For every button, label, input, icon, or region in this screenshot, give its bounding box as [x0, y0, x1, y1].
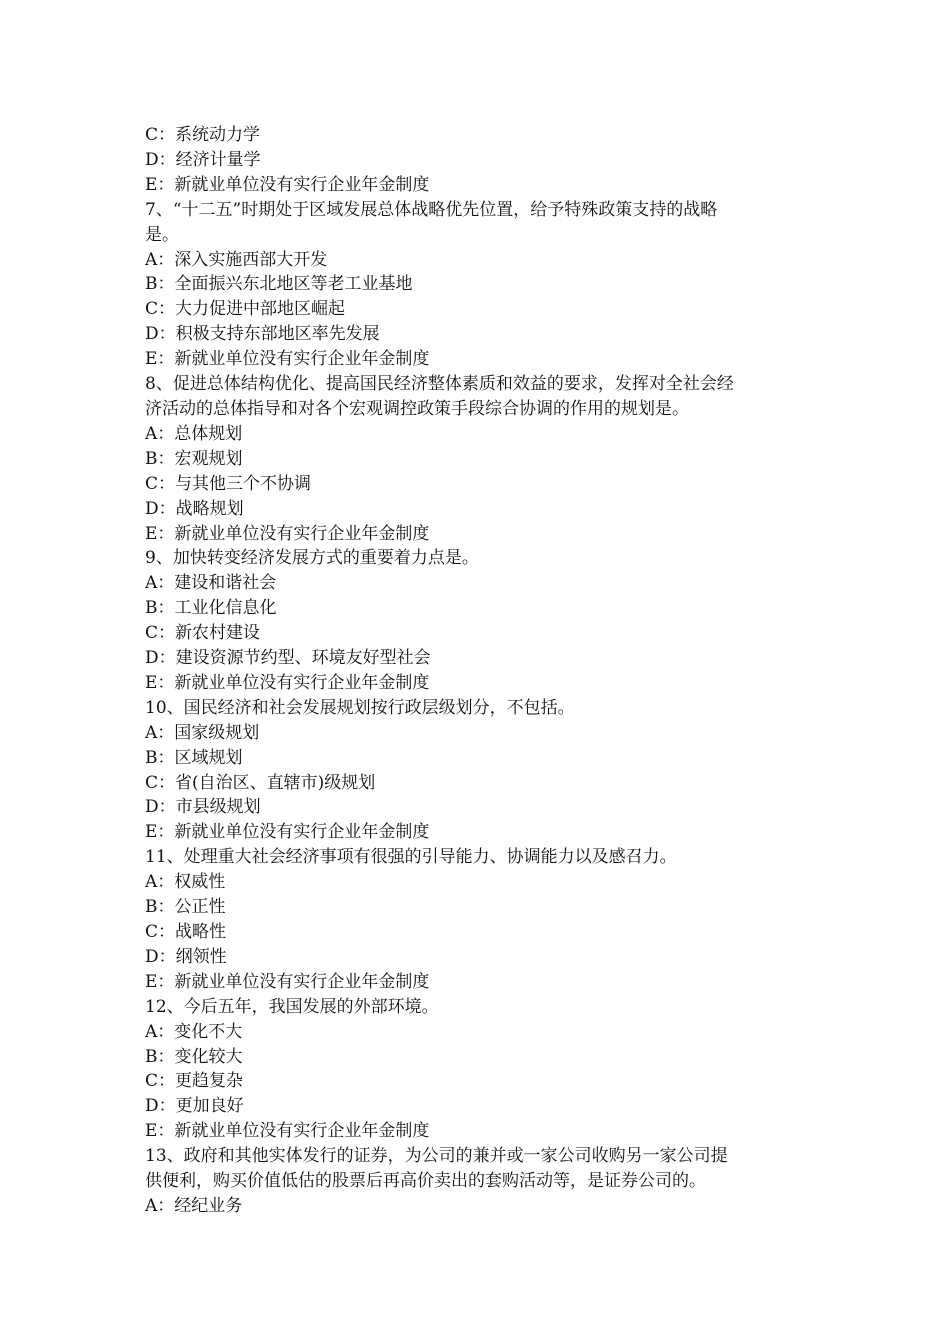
- option-line: C：省(自治区、直辖市)级规划: [145, 772, 376, 793]
- question-line: 7、“十二五”时期处于区域发展总体战略优先位置，给予特殊政策支持的战略: [145, 199, 718, 220]
- option-line: E：新就业单位没有实行企业年金制度: [145, 971, 430, 992]
- question-line: 8、促进总体结构优化、提高国民经济整体素质和效益的要求，发挥对全社会经: [145, 374, 734, 395]
- option-line: E：新就业单位没有实行企业年金制度: [145, 1121, 430, 1142]
- option-line: B：宏观规划: [145, 448, 243, 469]
- option-line: D：经济计量学: [145, 149, 261, 170]
- option-line: C：与其他三个不协调: [145, 473, 312, 494]
- option-line: C：系统动力学: [145, 125, 261, 145]
- option-line: E：新就业单位没有实行企业年金制度: [145, 523, 430, 544]
- option-line: A：经纪业务: [145, 1195, 243, 1216]
- question-line: 供便利，购买价值低估的股票后再高价卖出的套购活动等，是证券公司的。: [145, 1171, 706, 1192]
- option-line: B：全面振兴东北地区等老工业基地: [145, 274, 413, 295]
- option-line: E：新就业单位没有实行企业年金制度: [145, 672, 430, 693]
- option-line: A：建设和谐社会: [145, 573, 277, 594]
- option-line: D：建设资源节约型、环境友好型社会: [145, 648, 431, 669]
- option-line: D：更加良好: [145, 1096, 244, 1117]
- option-line: C：更趋复杂: [145, 1071, 244, 1092]
- option-line: D：战略规划: [145, 498, 244, 519]
- option-line: C：战略性: [145, 922, 227, 942]
- option-line: D：市县级规划: [145, 797, 261, 818]
- option-line: E：新就业单位没有实行企业年金制度: [145, 349, 430, 370]
- option-line: E：新就业单位没有实行企业年金制度: [145, 174, 430, 195]
- question-line: 济活动的总体指导和对各个宏观调控政策手段综合协调的作用的规划是。: [145, 398, 689, 419]
- option-line: B：公正性: [145, 897, 226, 918]
- question-line: 11、处理重大社会经济事项有很强的引导能力、协调能力以及感召力。: [145, 847, 677, 868]
- option-line: C：新农村建设: [145, 623, 261, 644]
- option-line: C：大力促进中部地区崛起: [145, 299, 346, 320]
- question-line: 12、今后五年，我国发展的外部环境。: [145, 996, 439, 1017]
- option-line: A：国家级规划: [145, 722, 260, 743]
- option-line: D：积极支持东部地区率先发展: [145, 324, 380, 345]
- option-line: B：区域规划: [145, 747, 243, 768]
- option-line: A：权威性: [145, 872, 226, 893]
- document-page: [145, 123, 817, 1219]
- option-line: A：总体规划: [145, 423, 243, 444]
- option-line: B：工业化信息化: [145, 598, 277, 619]
- question-line: 10、国民经济和社会发展规划按行政层级划分，不包括。: [145, 697, 575, 718]
- option-line: B：变化较大: [145, 1046, 243, 1067]
- option-line: A：变化不大: [145, 1021, 243, 1042]
- option-line: E：新就业单位没有实行企业年金制度: [145, 822, 430, 843]
- question-line: 13、政府和其他实体发行的证券，为公司的兼并或一家公司收购另一家公司提: [145, 1146, 728, 1167]
- option-line: D：纲领性: [145, 946, 227, 967]
- question-line: 9、加快转变经济发展方式的重要着力点是。: [145, 548, 479, 569]
- option-line: A：深入实施西部大开发: [145, 249, 328, 270]
- question-line: 是。: [145, 224, 179, 245]
